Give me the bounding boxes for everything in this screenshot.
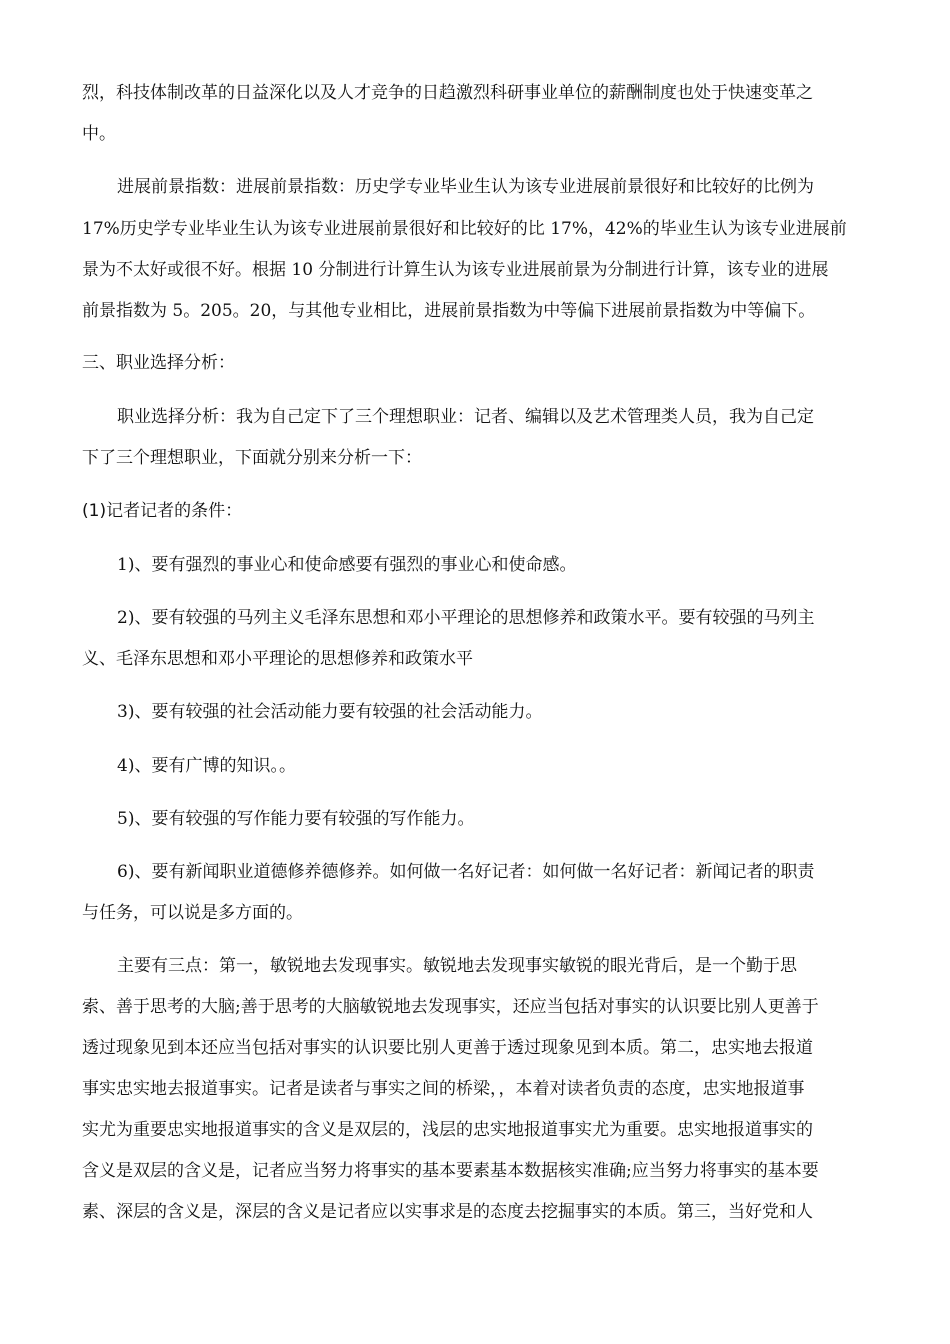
list-item: 1)、要有强烈的事业心和使命感要有强烈的事业心和使命感。 [117, 555, 577, 575]
paragraph-line: 含义是双层的含义是，记者应当努力将事实的基本要素基本数据核实准确;应当努力将事实的基本要 [82, 1161, 819, 1181]
paragraph-line: 前景指数为 5。205。20，与其他专业相比，进展前景指数为中等偏下进展前景指数为中等偏下。 [82, 301, 816, 321]
subsection-heading: (1)记者记者的条件： [82, 501, 243, 521]
paragraph-line: 主要有三点：第一，敏锐地去发现事实。敏锐地去发现事实敏锐的眼光背后，是一个勤于思 [117, 956, 797, 976]
list-item: 6)、要有新闻职业道德修养德修养。如何做一名好记者：如何做一名好记者：新闻记者的职责 [117, 862, 815, 882]
list-item-continuation: 与任务，可以说是多方面的。 [82, 903, 303, 923]
paragraph-line: 下了三个理想职业，下面就分别来分析一下： [82, 448, 422, 468]
list-item: 5)、要有较强的写作能力要有较强的写作能力。 [117, 809, 475, 829]
paragraph-line: 17%历史学专业毕业生认为该专业进展前景很好和比较好的比 17%，42%的毕业生认为该专业进展前 [82, 219, 847, 239]
paragraph-line: 烈，科技体制改革的日益深化以及人才竞争的日趋激烈科研事业单位的薪酬制度也处于快速变革之 [82, 83, 813, 103]
paragraph-line: 中。 [82, 124, 116, 144]
paragraph-line: 实尤为重要忠实地报道事实的含义是双层的，浅层的忠实地报道事实尤为重要。忠实地报道事实的 [82, 1120, 813, 1140]
paragraph-line: 素、深层的含义是，深层的含义是记者应以实事求是的态度去挖掘事实的本质。第三，当好党和人 [82, 1202, 813, 1222]
section-heading: 三、职业选择分析： [82, 353, 235, 373]
list-item-continuation: 义、毛泽东思想和邓小平理论的思想修养和政策水平 [82, 649, 473, 669]
paragraph-line: 进展前景指数：进展前景指数：历史学专业毕业生认为该专业进展前景很好和比较好的比例为 [117, 177, 814, 197]
list-item: 4)、要有广博的知识。。 [117, 756, 296, 776]
list-item: 3)、要有较强的社会活动能力要有较强的社会活动能力。 [117, 702, 543, 722]
paragraph-line: 事实忠实地去报道事实。记者是读者与事实之间的桥梁，，本着对读者负责的态度，忠实地报道事 [82, 1079, 805, 1099]
paragraph-line: 索、善于思考的大脑;善于思考的大脑敏锐地去发现事实，还应当包括对事实的认识要比别人更善于 [82, 997, 819, 1017]
list-item: 2)、要有较强的马列主义毛泽东思想和邓小平理论的思想修养和政策水平。要有较强的马列主 [117, 608, 815, 628]
paragraph-line: 职业选择分析：我为自己定下了三个理想职业：记者、编辑以及艺术管理类人员，我为自己定 [117, 407, 814, 427]
paragraph-line: 透过现象见到本还应当包括对事实的认识要比别人更善于透过现象见到本质。第二，忠实地去报道 [82, 1038, 813, 1058]
paragraph-line: 景为不太好或很不好。根据 10 分制进行计算生认为该专业进展前景为分制进行计算，该专业的进展 [82, 260, 829, 280]
